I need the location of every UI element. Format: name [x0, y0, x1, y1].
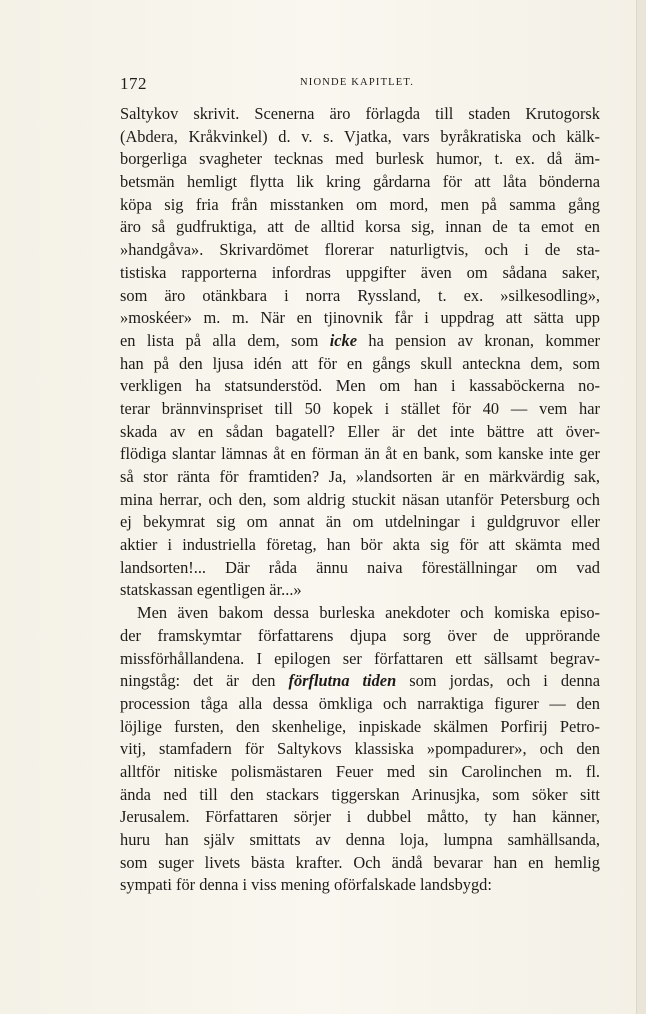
- page-number: 172: [120, 74, 147, 93]
- text-line: Men även bakom dessa burleska anekdoter och komiska episo-: [137, 603, 600, 623]
- text-line: sympati för denna i viss mening oförfalskade landsbygd:: [120, 875, 492, 895]
- text-line: ända ned till den stackars tiggerskan Arinusjka, som söker sitt: [120, 784, 600, 804]
- text-line: [120, 670, 600, 693]
- text-line: som äro otänkbara i norra Ryssland, t. ex. »silkesodling»,: [120, 285, 600, 305]
- text-line: der framskymtar författarens djupa sorg över de upprörande: [120, 625, 600, 645]
- text-line: terar brännvinspriset till 50 kopek i stället för 40 — vem har: [120, 398, 600, 418]
- text-line: missförhållandena. I epilogen ser författaren ett sällsamt begrav-: [120, 648, 600, 668]
- text-line: statskassan egentligen är...»: [120, 580, 302, 600]
- running-head: NIONDE KAPITLET.: [300, 77, 415, 88]
- text-line: alltför nitiske polismästaren Feuer med sin Carolinchen m. fl.: [120, 761, 600, 781]
- text-line: Saltykov skrivit. Scenerna äro förlagda till staden Krutogorsk: [120, 104, 600, 123]
- text-line: vitj, stamfadern för Saltykovs klassiska »pompadurer», och den: [120, 739, 600, 759]
- text-line: betsmän hemligt flytta lik kring gårdarna för att låta bönderna: [120, 172, 600, 192]
- text-segment: en lista på alla dem, som: [120, 330, 330, 350]
- text-line: (Abdera, Kråkvinkel) d. v. s. Vjatka, vars byråkratiska och kälk-: [120, 126, 600, 146]
- text-line: äro så gudfruktiga, att de alltid korsa sig, innan de ta emot en: [120, 217, 600, 237]
- page-edge: [636, 0, 646, 1014]
- text-line: han på den ljusa idén att för en gångs skull anteckna dem, som: [120, 353, 600, 373]
- text-line: flödiga slantar lämnas åt en förman än åt en bank, som kanske inte ger: [120, 444, 600, 464]
- emphasized-text: icke: [329, 330, 358, 350]
- text-line: mina herrar, och den, som aldrig stuckit näsan utanför Petersburg och: [120, 489, 600, 509]
- text-line: [120, 330, 600, 353]
- text-segment: ningståg: det är den: [120, 671, 289, 691]
- text-segment: ha pension av kronan, kommer: [357, 330, 600, 350]
- text-line: aktier i industriella företag, han bör akta sig för att skämta med: [120, 535, 600, 555]
- text-line: »moskéer» m. m. När en tjinovnik får i uppdrag att sätta upp: [120, 308, 600, 328]
- text-line: tistiska rapporterna infordras uppgifter även om sådana saker,: [120, 262, 600, 282]
- text-line: skada av en sådan bagatell? Eller är det inte bättre att över-: [120, 421, 600, 441]
- text-line: borgerliga svagheter tecknas med burlesk humor, t. ex. då äm-: [120, 149, 600, 169]
- text-line: Jerusalem. Författaren sörjer i dubbel måtto, ty han känner,: [120, 807, 600, 827]
- text-line: så stor ränta för framtiden? Ja, »landsorten är en märkvärdig sak,: [120, 467, 600, 486]
- text-line: verkligen ha statsunderstöd. Men om han i kassaböckerna no-: [120, 376, 600, 396]
- text-line: ej bekymrat sig om annat än om utdelningar i guldgruvor eller: [120, 512, 600, 532]
- text-line: procession tåga alla dessa ömkliga och narraktiga figurer — den: [120, 693, 600, 713]
- emphasized-text: förflutna tiden: [288, 671, 397, 691]
- text-line: löjlige fursten, den skenhelige, inpiskade skälmen Porfirij Petro-: [120, 716, 600, 736]
- text-line: som suger livets bästa krafter. Och ändå bevarar han en hemlig: [120, 852, 600, 872]
- text-line: huru han själv smittats av denna loja, lumpna samhällsanda,: [120, 830, 600, 849]
- text-line: landsorten!... Där råda ännu naiva föreställningar om vad: [120, 557, 600, 577]
- page-header: [120, 74, 600, 96]
- body-text: [120, 103, 600, 897]
- text-segment: som jordas, och i denna: [396, 671, 600, 691]
- text-line: »handgåva». Skrivardömet florerar naturligtvis, och i de sta-: [120, 240, 600, 260]
- text-line: köpa sig fria från misstanken om mord, men på samma gång: [120, 194, 600, 214]
